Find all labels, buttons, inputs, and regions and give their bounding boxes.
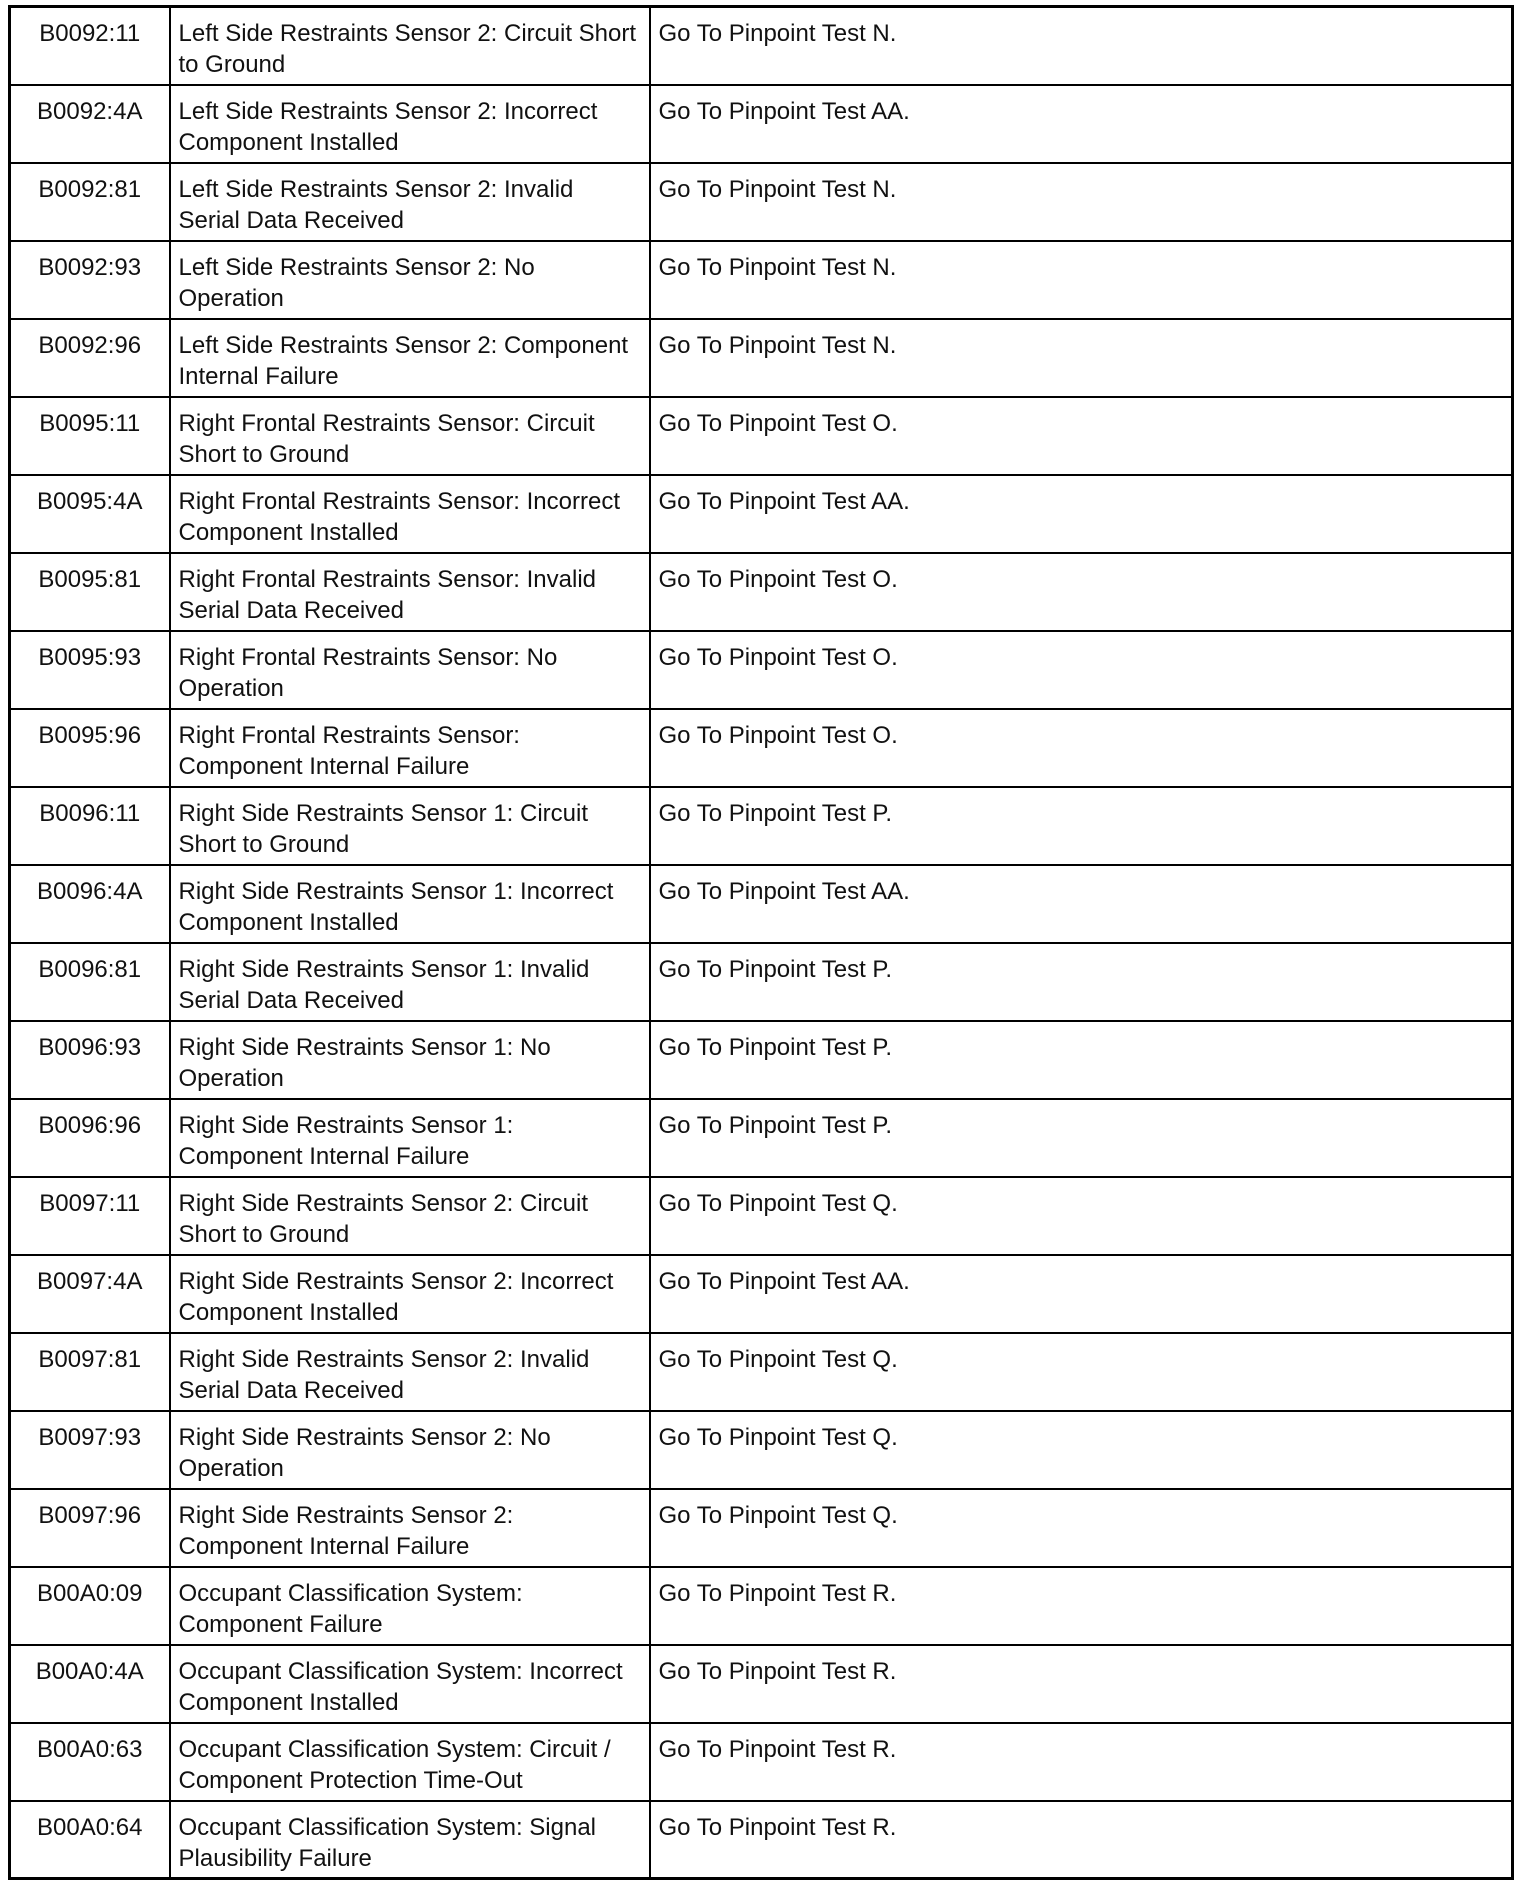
dtc-description: Right Side Restraints Sensor 1: No Operation: [170, 1021, 650, 1099]
dtc-action: Go To Pinpoint Test P.: [650, 1099, 1513, 1177]
dtc-description: Right Side Restraints Sensor 1: Circuit Short to Ground: [170, 787, 650, 865]
table-row: [10, 85, 1513, 163]
table-row: [10, 1099, 1513, 1177]
dtc-description: Right Frontal Restraints Sensor: Component Internal Failure: [170, 709, 650, 787]
table-row: [10, 1177, 1513, 1255]
dtc-action: Go To Pinpoint Test P.: [650, 1021, 1513, 1099]
dtc-description: Right Side Restraints Sensor 1: Component Internal Failure: [170, 1099, 650, 1177]
dtc-code: B0096:4A: [10, 865, 170, 943]
dtc-action: Go To Pinpoint Test Q.: [650, 1489, 1513, 1567]
dtc-description: Right Frontal Restraints Sensor: Invalid Serial Data Received: [170, 553, 650, 631]
dtc-table: [8, 5, 1514, 1880]
dtc-description: Left Side Restraints Sensor 2: Invalid Serial Data Received: [170, 163, 650, 241]
dtc-action: Go To Pinpoint Test AA.: [650, 1255, 1513, 1333]
table-row: [10, 1255, 1513, 1333]
dtc-code: B00A0:4A: [10, 1645, 170, 1723]
dtc-description: Left Side Restraints Sensor 2: Circuit Short to Ground: [170, 7, 650, 85]
dtc-action: Go To Pinpoint Test Q.: [650, 1177, 1513, 1255]
dtc-code: B0096:96: [10, 1099, 170, 1177]
table-row: [10, 709, 1513, 787]
dtc-code: B0097:81: [10, 1333, 170, 1411]
table-row: [10, 1645, 1513, 1723]
dtc-description: Occupant Classification System: Circuit / Component Protection Time-Out: [170, 1723, 650, 1801]
table-row: [10, 1021, 1513, 1099]
dtc-action: Go To Pinpoint Test P.: [650, 787, 1513, 865]
dtc-code: B0095:4A: [10, 475, 170, 553]
dtc-action: Go To Pinpoint Test N.: [650, 241, 1513, 319]
table-row: [10, 1411, 1513, 1489]
dtc-action: Go To Pinpoint Test R.: [650, 1801, 1513, 1879]
dtc-code: B0097:93: [10, 1411, 170, 1489]
dtc-code: B00A0:64: [10, 1801, 170, 1879]
dtc-action: Go To Pinpoint Test O.: [650, 397, 1513, 475]
dtc-action: Go To Pinpoint Test AA.: [650, 85, 1513, 163]
dtc-action: Go To Pinpoint Test O.: [650, 631, 1513, 709]
dtc-action: Go To Pinpoint Test Q.: [650, 1333, 1513, 1411]
dtc-description: Right Frontal Restraints Sensor: Incorrect Component Installed: [170, 475, 650, 553]
dtc-action: Go To Pinpoint Test R.: [650, 1723, 1513, 1801]
dtc-action: Go To Pinpoint Test O.: [650, 709, 1513, 787]
table-row: [10, 1567, 1513, 1645]
dtc-code: B0096:93: [10, 1021, 170, 1099]
dtc-code: B0097:11: [10, 1177, 170, 1255]
dtc-code: B0097:4A: [10, 1255, 170, 1333]
dtc-description: Right Side Restraints Sensor 2: No Operation: [170, 1411, 650, 1489]
dtc-description: Right Side Restraints Sensor 1: Invalid Serial Data Received: [170, 943, 650, 1021]
dtc-action: Go To Pinpoint Test N.: [650, 163, 1513, 241]
dtc-description: Left Side Restraints Sensor 2: Component Internal Failure: [170, 319, 650, 397]
dtc-action: Go To Pinpoint Test P.: [650, 943, 1513, 1021]
dtc-code: B0095:11: [10, 397, 170, 475]
dtc-description: Occupant Classification System: Component Failure: [170, 1567, 650, 1645]
dtc-action: Go To Pinpoint Test R.: [650, 1645, 1513, 1723]
table-row: [10, 319, 1513, 397]
dtc-code: B00A0:63: [10, 1723, 170, 1801]
dtc-action: Go To Pinpoint Test N.: [650, 319, 1513, 397]
table-row: [10, 163, 1513, 241]
table-row: [10, 943, 1513, 1021]
dtc-description: Occupant Classification System: Signal Plausibility Failure: [170, 1801, 650, 1879]
dtc-action: Go To Pinpoint Test O.: [650, 553, 1513, 631]
table-row: [10, 1333, 1513, 1411]
dtc-code: B0092:81: [10, 163, 170, 241]
dtc-table-body: [10, 7, 1513, 1879]
dtc-code: B0092:11: [10, 7, 170, 85]
dtc-description: Right Side Restraints Sensor 2: Component Internal Failure: [170, 1489, 650, 1567]
dtc-code: B0092:4A: [10, 85, 170, 163]
dtc-code: B0095:81: [10, 553, 170, 631]
table-row: [10, 787, 1513, 865]
dtc-code: B0096:11: [10, 787, 170, 865]
dtc-action: Go To Pinpoint Test AA.: [650, 865, 1513, 943]
dtc-description: Right Side Restraints Sensor 2: Incorrect Component Installed: [170, 1255, 650, 1333]
dtc-code: B0097:96: [10, 1489, 170, 1567]
table-row: [10, 475, 1513, 553]
table-row: [10, 1723, 1513, 1801]
table-row: [10, 865, 1513, 943]
dtc-code: B0095:96: [10, 709, 170, 787]
table-row: [10, 1489, 1513, 1567]
table-row: [10, 397, 1513, 475]
table-row: [10, 7, 1513, 85]
table-row: [10, 553, 1513, 631]
dtc-code: B00A0:09: [10, 1567, 170, 1645]
dtc-description: Right Frontal Restraints Sensor: No Operation: [170, 631, 650, 709]
table-row: [10, 241, 1513, 319]
dtc-description: Right Side Restraints Sensor 1: Incorrect Component Installed: [170, 865, 650, 943]
dtc-description: Right Side Restraints Sensor 2: Circuit Short to Ground: [170, 1177, 650, 1255]
dtc-action: Go To Pinpoint Test R.: [650, 1567, 1513, 1645]
dtc-code: B0092:96: [10, 319, 170, 397]
dtc-description: Occupant Classification System: Incorrect Component Installed: [170, 1645, 650, 1723]
table-row: [10, 631, 1513, 709]
dtc-action: Go To Pinpoint Test AA.: [650, 475, 1513, 553]
dtc-description: Left Side Restraints Sensor 2: Incorrect Component Installed: [170, 85, 650, 163]
dtc-code: B0092:93: [10, 241, 170, 319]
dtc-description: Right Frontal Restraints Sensor: Circuit Short to Ground: [170, 397, 650, 475]
dtc-action: Go To Pinpoint Test N.: [650, 7, 1513, 85]
dtc-code: B0096:81: [10, 943, 170, 1021]
dtc-description: Left Side Restraints Sensor 2: No Operation: [170, 241, 650, 319]
dtc-description: Right Side Restraints Sensor 2: Invalid Serial Data Received: [170, 1333, 650, 1411]
dtc-code: B0095:93: [10, 631, 170, 709]
dtc-action: Go To Pinpoint Test Q.: [650, 1411, 1513, 1489]
table-row: [10, 1801, 1513, 1879]
